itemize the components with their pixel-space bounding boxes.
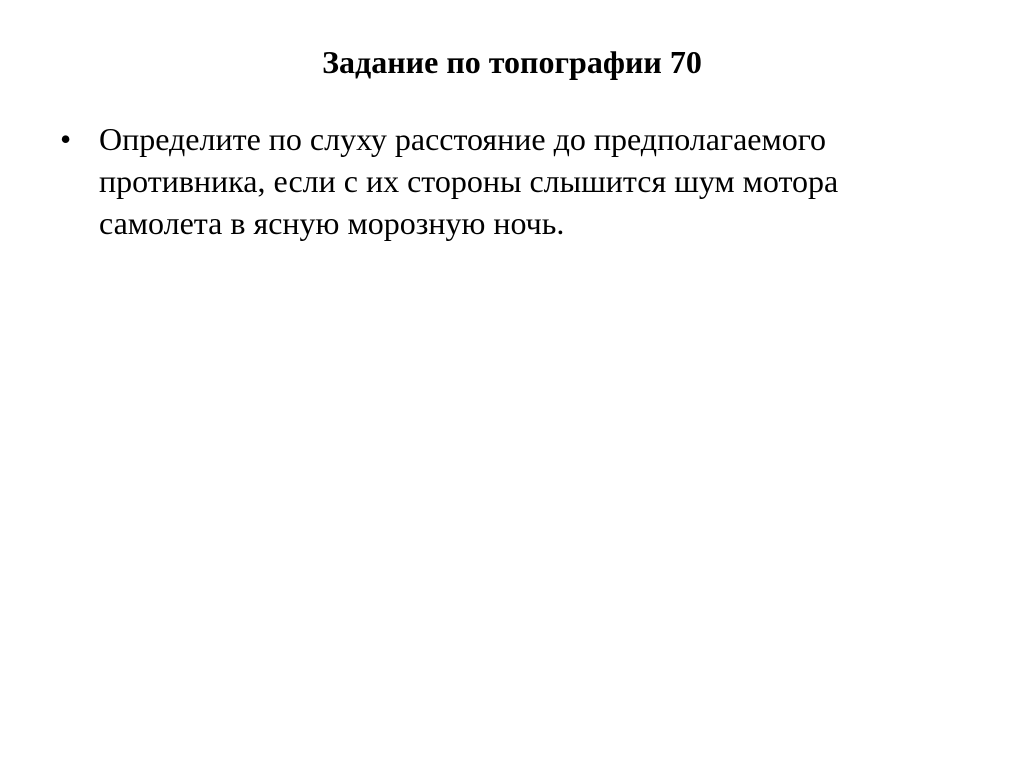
bullet-list [60, 118, 960, 244]
slide-title: Задание по топографии 70 [322, 44, 702, 80]
bullet-item [60, 118, 960, 244]
bullet-marker: • [60, 121, 72, 157]
bullet-text: Определите по слуху расстояние до предполагаемого противника, если с их стороны слышится шум мотора самолета в ясную морозную ночь. [99, 121, 839, 241]
